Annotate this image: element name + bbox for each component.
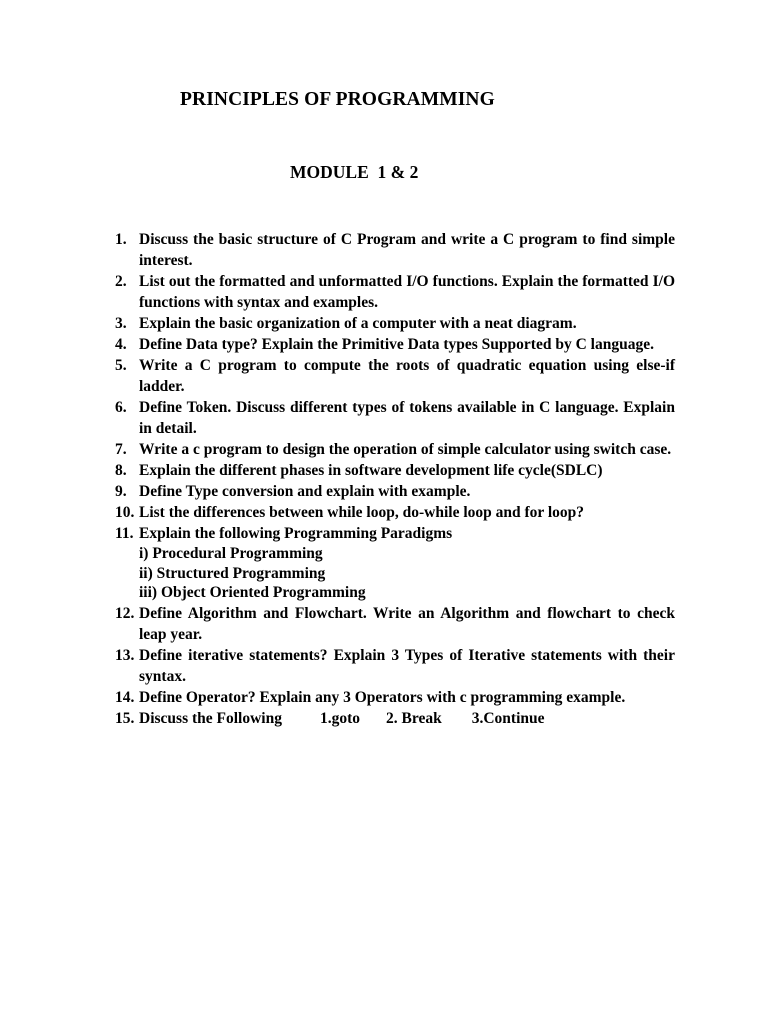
question-item: [115, 229, 675, 271]
question-text: List out the formatted and unformatted I/O functions. Explain the formatted I/O functions with syntax and examples.: [139, 273, 675, 311]
question-number: 9.: [115, 483, 127, 500]
inline-item: 2. Break: [386, 709, 442, 727]
question-item: [115, 313, 675, 334]
sub-item: iii) Object Oriented Programming: [139, 584, 366, 601]
question-item: [115, 687, 675, 708]
question-text: List the differences between while loop, do-while loop and for loop?: [139, 504, 585, 521]
sub-item: i) Procedural Programming: [139, 545, 323, 562]
question-number: 11.: [115, 525, 134, 542]
question-text: Explain the different phases in software development life cycle(SDLC): [139, 462, 603, 479]
question-text: Write a c program to design the operation of simple calculator using switch case.: [139, 441, 672, 458]
question-number: 13.: [115, 646, 135, 664]
question-number: 3.: [115, 315, 127, 332]
question-text: [139, 708, 675, 729]
question-text: Define iterative statements? Explain 3 Types of Iterative statements with their syntax.: [139, 646, 675, 685]
question-item: [115, 334, 675, 355]
question-text: Define Token. Discuss different types of tokens available in C language. Explain in detail.: [139, 399, 675, 437]
question-item: [115, 460, 675, 481]
question-number: 8.: [115, 462, 127, 479]
question-number: 5.: [115, 357, 127, 374]
question-number: 12.: [115, 604, 135, 622]
question-item: [115, 502, 675, 523]
question-text: Define Type conversion and explain with example.: [139, 483, 471, 500]
question-number: 1.: [115, 231, 127, 248]
inline-item: 1.goto: [319, 709, 361, 727]
question-item: [115, 439, 675, 460]
question-text: Define Algorithm and Flowchart. Write an Algorithm and flowchart to check leap year.: [139, 604, 675, 643]
question-item: [115, 355, 675, 397]
question-text-main: Explain the following Programming Paradigms: [139, 525, 453, 542]
question-number: 14.: [115, 688, 135, 706]
question-item: [115, 708, 675, 729]
question-text-main: Discuss the Following: [139, 709, 282, 727]
question-number: 10.: [115, 504, 135, 521]
question-text: [139, 523, 675, 603]
question-item: [115, 397, 675, 439]
question-item: [115, 523, 675, 603]
question-text: Write a C program to compute the roots of quadratic equation using else-if ladder.: [139, 357, 675, 395]
question-item: [115, 645, 675, 687]
sub-item: ii) Structured Programming: [139, 564, 326, 582]
question-list: [115, 229, 675, 729]
question-item: [115, 271, 675, 313]
question-item: [115, 603, 675, 645]
question-number: 2.: [115, 273, 127, 290]
document-subtitle: MODULE 1 & 2: [290, 162, 419, 182]
question-text: Explain the basic organization of a computer with a neat diagram.: [139, 315, 577, 332]
inline-item: 3.Continue: [471, 709, 545, 727]
question-number: 6.: [115, 399, 127, 416]
question-number: 15.: [115, 709, 135, 727]
question-text: Define Data type? Explain the Primitive Data types Supported by C language.: [139, 336, 654, 353]
question-number: 7.: [115, 441, 127, 458]
document-title: PRINCIPLES OF PROGRAMMING: [180, 89, 495, 110]
question-item: [115, 481, 675, 502]
question-text: Define Operator? Explain any 3 Operators with c programming example.: [139, 688, 626, 706]
question-number: 4.: [115, 336, 127, 353]
question-text: Discuss the basic structure of C Program and write a C program to find simple interest.: [139, 231, 675, 269]
